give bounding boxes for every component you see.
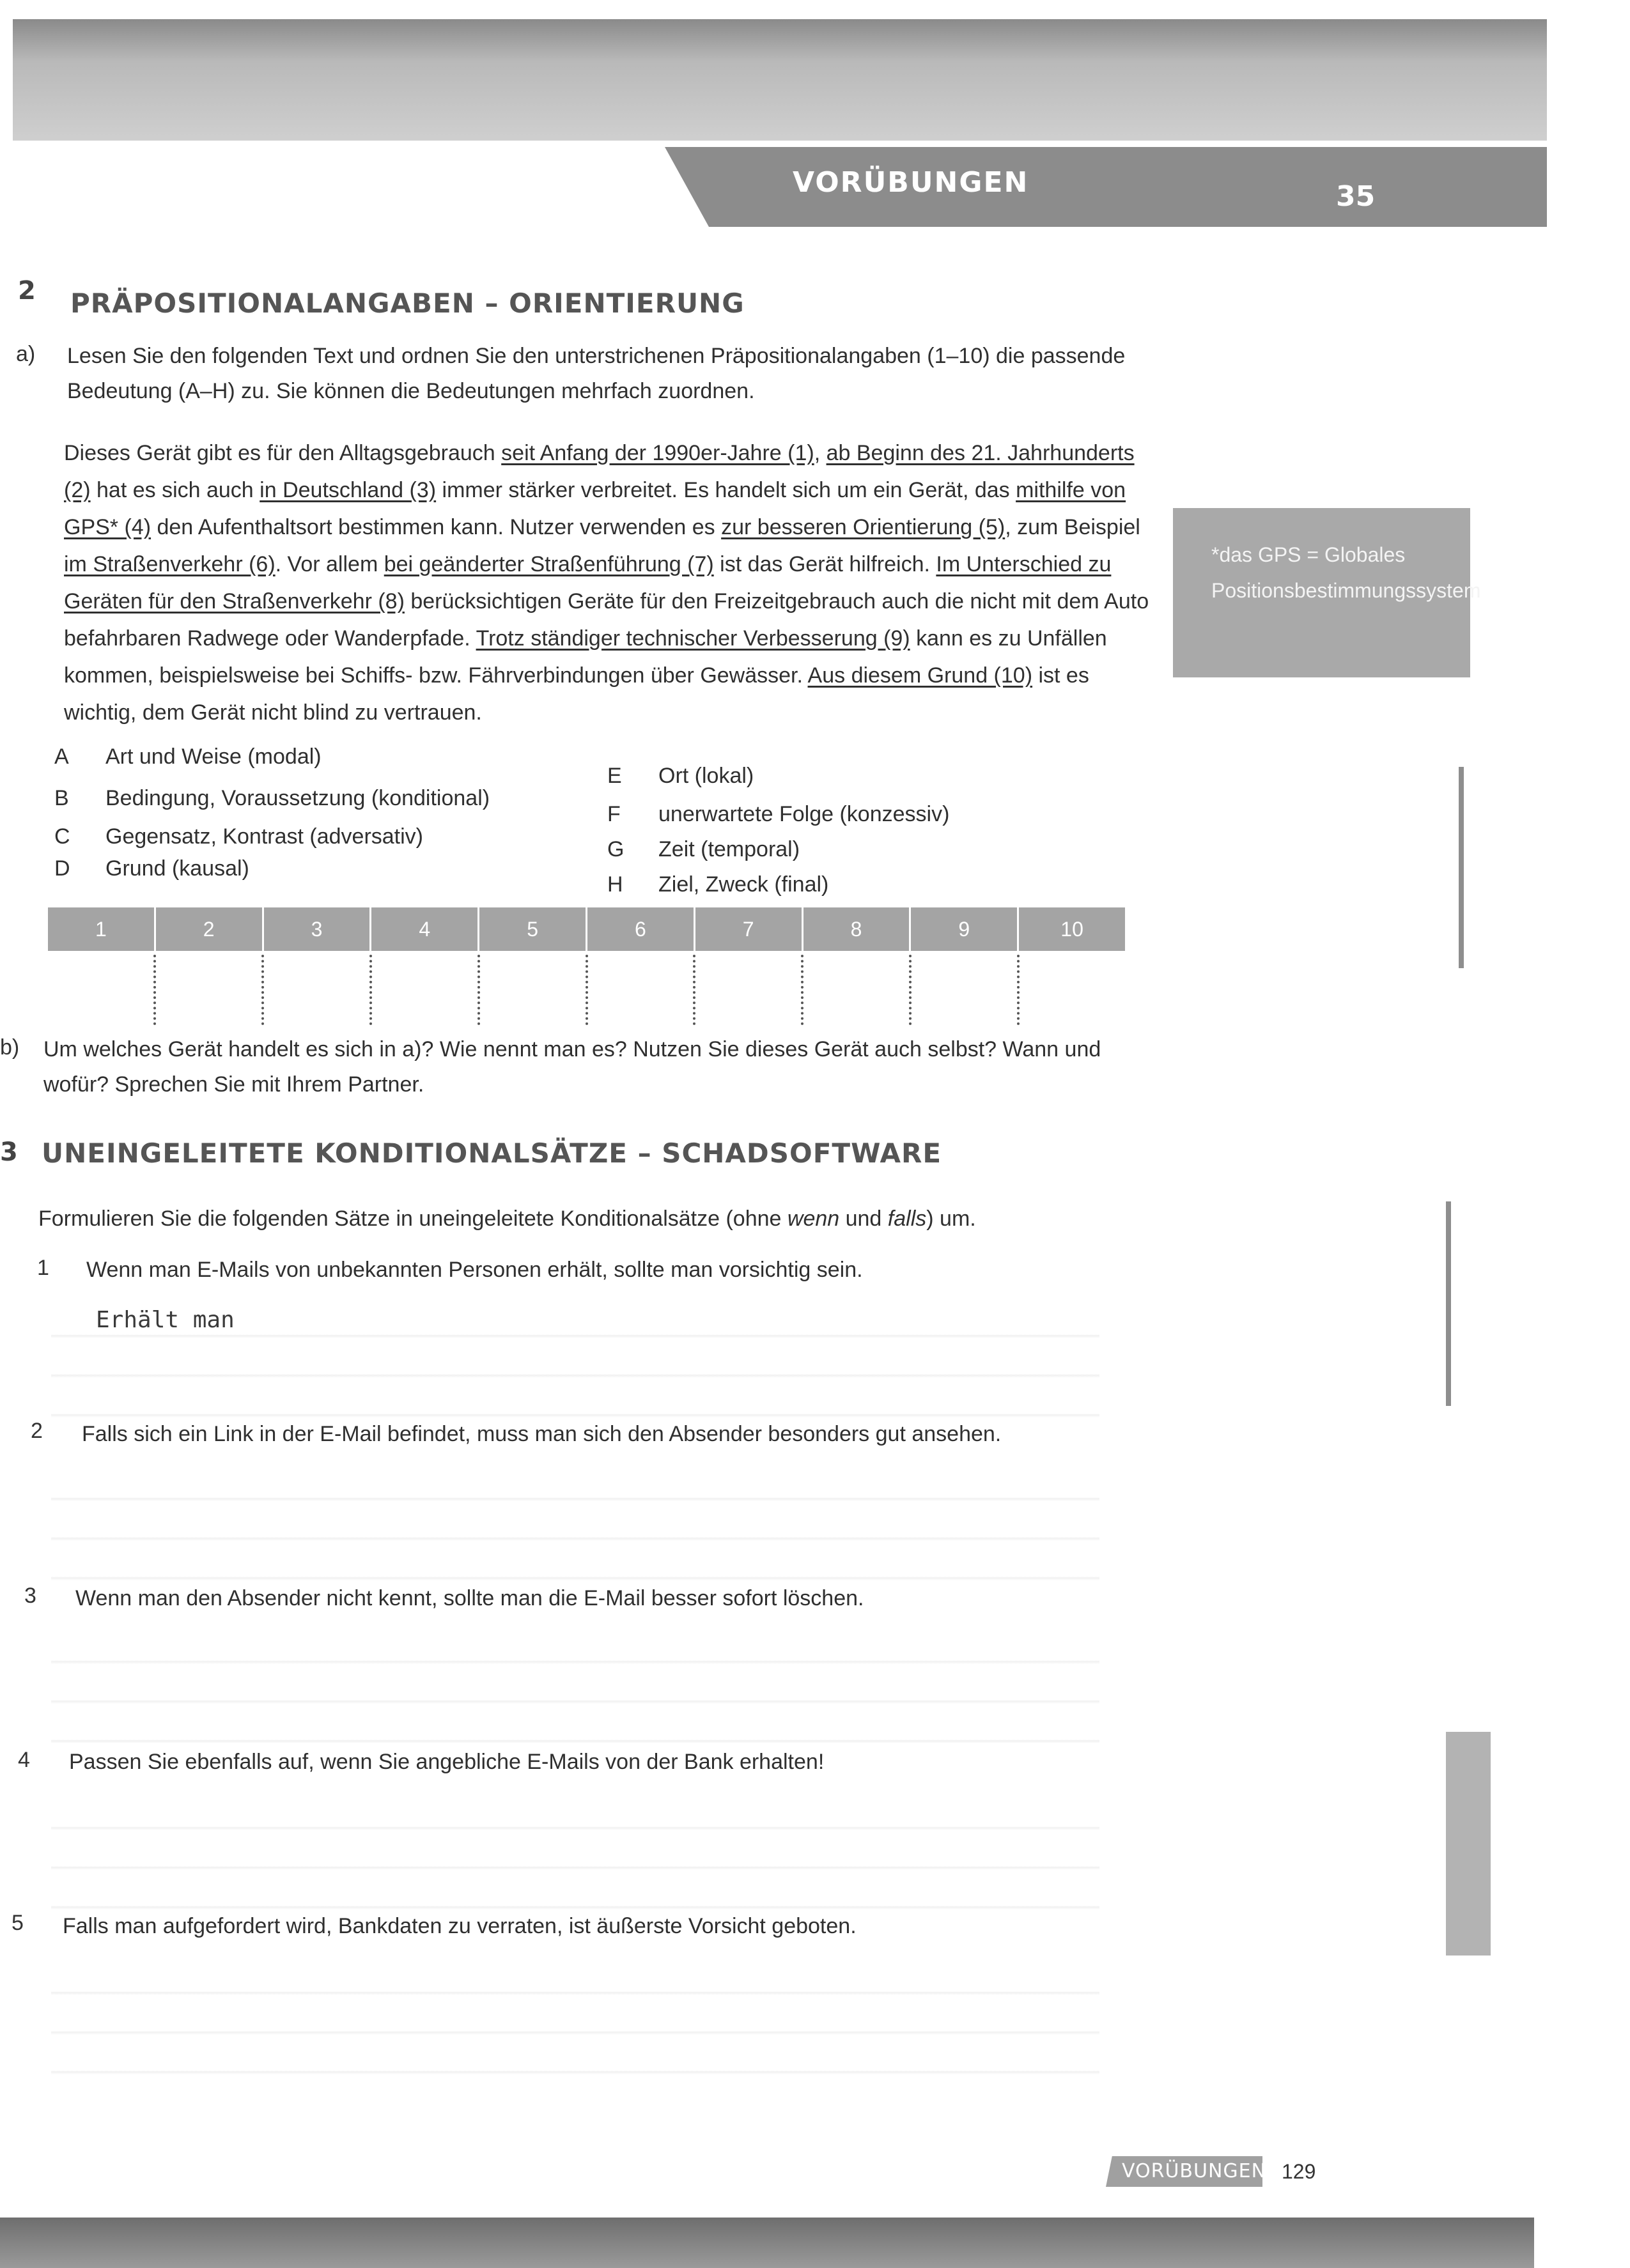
exercise-2-text: Falls sich ein Link in der E-Mail befindet, muss man sich den Absender besonders gut ansehen. [82,1422,1002,1446]
answer-slot[interactable] [803,955,912,1025]
answer-col-7: 7 [695,907,803,951]
exercise-3-number: 3 [24,1584,36,1608]
section-2-title: PRÄPOSITIONALANGABEN – ORIENTIERUNG [70,288,745,319]
section-3-title: UNEINGELEITETE KONDITIONALSÄTZE – SCHADSOFTWARE [42,1138,942,1169]
part-b-label: b) [0,1035,20,1060]
header-title: VORÜBUNGEN [793,166,1029,199]
answer-slot[interactable] [48,955,156,1025]
handwritten-answer: Erhält man [96,1307,235,1333]
answer-slot[interactable] [264,955,372,1025]
reading-text: Dieses Gerät gibt es für den Alltagsgebrauch seit Anfang der 1990er-Jahre (1), ab Beginn des 21. Jahrhunderts (2) hat es sich auch in Deutschland (3) immer stärker verbreitet. Es handelt sich um ein Gerät, das mithilfe von GPS* (4) den Aufenthaltsort bestimmen kann. Nutzer verwenden es zur besseren Orientierung (5), zum Beispiel im Straßenverkehr (6). Vor allem bei geänderter Straßenführung (7) ist das Gerät hilfreich. Im Unterschied zu Geräten für den Straßenverkehr (8) berücksichtigen Geräte für den Freizeitgebrauch auch die nicht mit dem Auto befahrbaren Radwege oder Wanderpfade. Trotz ständiger technischer Verbesserung (9) kann es zu Unfällen kommen, beispielsweise bei Schiffs- bzw. Fährverbindungen über Gewässer. Aus diesem Grund (10) ist es wichtig, dem Gerät nicht blind zu vertrauen. [64,441,1149,725]
answer-col-6: 6 [587,907,695,951]
meaning-f: F unerwartete Folge (konzessiv) [607,802,950,826]
section-3-instruction: Formulieren Sie die folgenden Sätze in uneingeleitete Konditionalsätze (ohne wenn und falls) um. [38,1207,976,1231]
answer-col-4: 4 [371,907,479,951]
answer-col-9: 9 [911,907,1019,951]
right-margin-bar [1459,767,1464,968]
answer-grid-header [48,907,1125,951]
answer-slot[interactable] [156,955,264,1025]
prep-phrase-10: Aus diesem Grund (10) [807,663,1033,688]
prep-phrase-4: mithilfe von GPS* (4) [64,478,1126,539]
prep-phrase-7: bei geänderter Straßenführung (7) [384,552,714,576]
prep-phrase-9: Trotz ständiger technischer Verbesserung (9) [476,626,910,651]
right-margin-bar [1446,1201,1451,1406]
meaning-c: C Gegensatz, Kontrast (adversativ) [54,824,424,849]
meaning-h: H Ziel, Zweck (final) [607,872,829,897]
prep-phrase-6: im Straßenverkehr (6) [64,552,276,576]
right-margin-block [1446,1732,1491,1956]
meaning-b: B Bedingung, Voraussetzung (konditional) [54,786,490,810]
top-scan-band [13,19,1547,141]
section-2-number: 2 [18,276,36,305]
prep-phrase-3: in Deutschland (3) [260,478,437,502]
prep-phrase-8: Im Unterschied zu Geräten für den Straßenverkehr (8) [64,552,1112,613]
meaning-a: A Art und Weise (modal) [54,744,322,769]
part-a-label: a) [16,342,36,366]
section-3-number: 3 [0,1138,18,1167]
bottom-scan-band [0,2218,1534,2268]
exercise-2-number: 2 [31,1419,43,1443]
answer-col-3: 3 [264,907,372,951]
prep-phrase-5: zur besseren Orientierung (5) [721,515,1005,539]
answer-slot[interactable] [695,955,803,1025]
exercise-5-number: 5 [12,1911,24,1935]
meaning-d: D Grund (kausal) [54,856,249,881]
answer-col-8: 8 [803,907,912,951]
answer-col-2: 2 [156,907,264,951]
answer-col-10: 10 [1060,917,1083,941]
answer-lines-3[interactable] [51,1630,1099,1770]
prep-phrase-1: seit Anfang der 1990er-Jahre (1) [501,441,814,465]
exercise-1-text: Wenn man E-Mails von unbekannten Personen erhält, sollte man vorsichtig sein. [86,1258,863,1282]
exercise-4-text: Passen Sie ebenfalls auf, wenn Sie angebliche E-Mails von der Bank erhalten! [69,1750,825,1774]
prep-phrase-2: ab Beginn des 21. Jahrhunderts (2) [64,441,1135,502]
meaning-e: E Ort (lokal) [607,764,754,788]
answer-slot[interactable] [480,955,588,1025]
exercise-4-number: 4 [18,1748,30,1772]
gps-footnote-text: *das GPS = Globales Positionsbestimmungssystem [1211,543,1481,602]
exercise-5-text: Falls man aufgefordert wird, Bankdaten zu verraten, ist äußerste Vorsicht geboten. [63,1914,857,1938]
answer-slot[interactable] [912,955,1020,1025]
answer-col-5: 5 [479,907,587,951]
part-a-instruction: Lesen Sie den folgenden Text und ordnen Sie den unterstrichenen Präpositionalangaben (1–10) die passende Bedeutung (A–H) zu. Sie können die Bedeutungen mehrfach zuordnen. [67,344,1126,403]
header-page-number: 35 [1336,180,1376,213]
exercise-1-number: 1 [37,1256,49,1280]
answer-slot[interactable] [372,955,480,1025]
answer-slot[interactable] [588,955,696,1025]
footer-page-number: 129 [1282,2160,1316,2183]
exercise-3-text: Wenn man den Absender nicht kennt, sollte man die E-Mail besser sofort löschen. [75,1586,864,1610]
answer-col-1: 1 [48,907,156,951]
part-b-text: Um welches Gerät handelt es sich in a)? Wie nennt man es? Nutzen Sie dieses Gerät auch selbst? Wann und wofür? Sprechen Sie mit Ihrem Partner. [43,1037,1101,1097]
answer-slot[interactable] [1020,955,1125,1025]
answer-lines-5[interactable] [51,1961,1099,2101]
meaning-g: G Zeit (temporal) [607,837,800,861]
footer-label: VORÜBUNGEN [1122,2160,1267,2182]
answer-grid-slots [48,955,1125,1025]
